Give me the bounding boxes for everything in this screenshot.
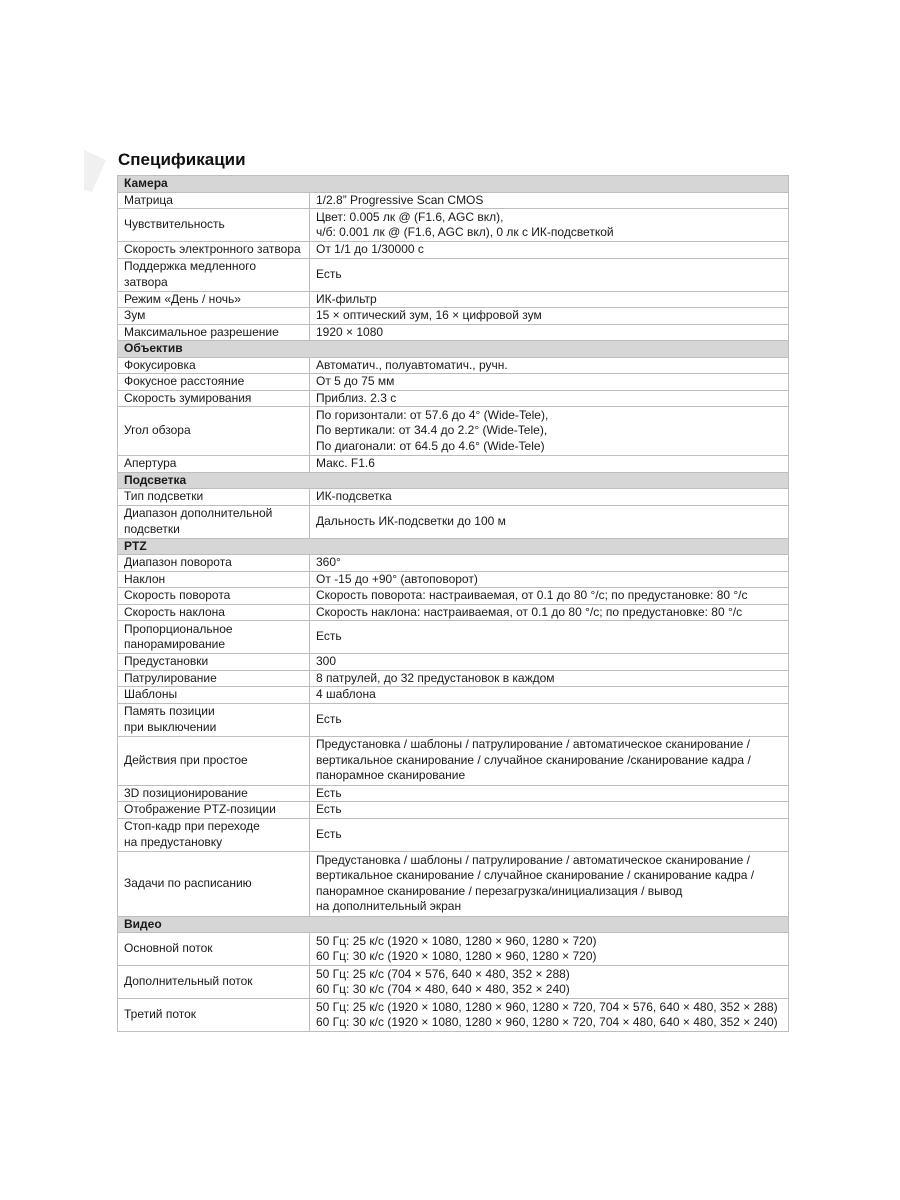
spec-label xyxy=(118,324,310,341)
spec-label-line: Отображение PTZ-позиции xyxy=(124,802,276,816)
spec-row xyxy=(118,456,789,473)
spec-value xyxy=(310,802,789,819)
spec-value xyxy=(310,818,789,851)
spec-label-line: Основной поток xyxy=(124,941,213,956)
spec-value-line: Есть xyxy=(316,711,342,726)
spec-row xyxy=(118,999,789,1032)
spec-value xyxy=(310,489,789,506)
spec-row xyxy=(118,555,789,572)
spec-row xyxy=(118,308,789,325)
spec-value-line: вертикальное сканирование / случайное сканирование / сканирование кадра / xyxy=(316,868,755,882)
section-title: Камера xyxy=(118,176,789,193)
spec-label-line: Угол обзора xyxy=(124,423,191,438)
spec-row xyxy=(118,802,789,819)
spec-label xyxy=(118,703,310,736)
spec-row xyxy=(118,604,789,621)
spec-row xyxy=(118,588,789,605)
spec-label xyxy=(118,588,310,605)
spec-value-line: 1/2.8” Progressive Scan CMOS xyxy=(316,192,484,207)
spec-value-line: Цвет: 0.005 лк @ (F1.6, AGC вкл), xyxy=(316,209,504,224)
spec-label-line: Скорость поворота xyxy=(124,588,231,602)
section-title: Объектив xyxy=(118,341,789,358)
spec-value xyxy=(310,966,789,999)
spec-label xyxy=(118,736,310,785)
spec-label-line: Чувствительность xyxy=(124,217,225,232)
page-title: Спецификации xyxy=(118,150,246,169)
spec-label-line: Память позиции xyxy=(124,704,215,718)
spec-row xyxy=(118,505,789,538)
spec-value-line: Есть xyxy=(316,266,342,281)
section-header xyxy=(118,176,789,193)
section-title: PTZ xyxy=(118,538,789,555)
spec-label xyxy=(118,374,310,391)
spec-label-line: Дополнительный поток xyxy=(124,974,253,989)
spec-value-line: ИК-фильтр xyxy=(316,291,377,306)
spec-value-line: Есть xyxy=(316,826,342,841)
spec-label-line: панорамирование xyxy=(124,637,226,651)
spec-label-line: Фокусное расстояние xyxy=(124,374,245,388)
spec-label-line: подсветки xyxy=(124,521,180,536)
spec-value-line: От 1/1 до 1/30000 с xyxy=(316,242,424,256)
spec-value xyxy=(310,933,789,966)
spec-value-line: панорамное сканирование xyxy=(316,768,466,783)
spec-row xyxy=(118,687,789,704)
spec-row xyxy=(118,209,789,242)
spec-label-line: Матрица xyxy=(124,192,173,207)
spec-label xyxy=(118,357,310,374)
spec-value xyxy=(310,242,789,259)
spec-label-line: Скорость электронного затвора xyxy=(124,242,301,256)
spec-label xyxy=(118,670,310,687)
spec-value-line: панорамное сканирование / перезагрузка/инициализация / вывод xyxy=(316,883,683,898)
spec-label xyxy=(118,687,310,704)
spec-label-line: на предустановку xyxy=(124,834,223,849)
spec-label xyxy=(118,209,310,242)
spec-label xyxy=(118,654,310,671)
spec-value xyxy=(310,604,789,621)
spec-label xyxy=(118,555,310,572)
spec-value-line: 360° xyxy=(316,555,341,569)
spec-label xyxy=(118,933,310,966)
spec-value xyxy=(310,258,789,291)
spec-label xyxy=(118,966,310,999)
spec-label xyxy=(118,785,310,802)
spec-value-line: 1920 × 1080 xyxy=(316,324,384,339)
spec-row xyxy=(118,489,789,506)
section-title: Видео xyxy=(118,916,789,933)
spec-value-line: Предустановка / шаблоны / патрулирование / автоматическое сканирование / xyxy=(316,852,750,867)
spec-value-line: По горизонтали: от 57.6 до 4° (Wide-Tele), xyxy=(316,407,549,422)
spec-label xyxy=(118,621,310,654)
spec-row xyxy=(118,670,789,687)
spec-value xyxy=(310,324,789,341)
spec-value-line: 300 xyxy=(316,654,337,668)
spec-label xyxy=(118,999,310,1032)
spec-label xyxy=(118,407,310,456)
spec-value-line: Есть xyxy=(316,802,342,816)
spec-value-line: 60 Гц: 30 к/с (1920 × 1080, 1280 × 960, 1280 × 720) xyxy=(316,949,597,963)
spec-label-line: Задачи по расписанию xyxy=(124,875,252,890)
spec-label-line: при выключении xyxy=(124,719,217,734)
spec-value xyxy=(310,621,789,654)
spec-value-line: 50 Гц: 25 к/с (1920 × 1080, 1280 × 960, 1280 × 720, 704 × 576, 640 × 480, 352 × 288) xyxy=(316,999,778,1014)
spec-label-line: Наклон xyxy=(124,571,166,586)
spec-value-line: Приблиз. 2.3 с xyxy=(316,390,397,405)
spec-label-line: Скорость наклона xyxy=(124,604,225,619)
spec-row xyxy=(118,324,789,341)
spec-value-line: 50 Гц: 25 к/с (1920 × 1080, 1280 × 960, 1280 × 720) xyxy=(316,933,597,948)
spec-value xyxy=(310,687,789,704)
spec-value xyxy=(310,374,789,391)
spec-row xyxy=(118,407,789,456)
spec-row xyxy=(118,736,789,785)
spec-row xyxy=(118,818,789,851)
spec-label-line: Апертура xyxy=(124,456,177,470)
spec-label xyxy=(118,258,310,291)
spec-value xyxy=(310,703,789,736)
spec-value-line: 50 Гц: 25 к/с (704 × 576, 640 × 480, 352 × 288) xyxy=(316,966,570,981)
spec-row xyxy=(118,851,789,916)
spec-label-line: Режим «День / ночь» xyxy=(124,291,241,306)
spec-value xyxy=(310,736,789,785)
spec-row xyxy=(118,242,789,259)
spec-value xyxy=(310,588,789,605)
spec-value-line: 15 × оптический зум, 16 × цифровой зум xyxy=(316,308,542,322)
spec-value-line: Скорость поворота: настраиваемая, от 0.1 до 80 °/с; по предустановке: 80 °/с xyxy=(316,588,748,602)
spec-value-line: Автоматич., полуавтоматич., ручн. xyxy=(316,357,508,372)
spec-value-line: 60 Гц: 30 к/с (1920 × 1080, 1280 × 960, 1280 × 720, 704 × 480, 640 × 480, 352 × 240) xyxy=(316,1015,778,1029)
spec-label xyxy=(118,192,310,209)
spec-value-line: Макс. F1.6 xyxy=(316,456,375,470)
spec-value xyxy=(310,291,789,308)
spec-label-line: Скорость зумирования xyxy=(124,390,252,405)
spec-label xyxy=(118,456,310,473)
spec-value-line: ИК-подсветка xyxy=(316,489,392,503)
spec-label-line: Тип подсветки xyxy=(124,489,204,503)
spec-label xyxy=(118,505,310,538)
spec-value xyxy=(310,357,789,374)
section-header xyxy=(118,916,789,933)
spec-label xyxy=(118,802,310,819)
section-header xyxy=(118,341,789,358)
spec-label-line: Максимальное разрешение xyxy=(124,324,279,339)
spec-row xyxy=(118,374,789,391)
spec-value xyxy=(310,555,789,572)
spec-row xyxy=(118,654,789,671)
spec-row xyxy=(118,357,789,374)
spec-value-line: на дополнительный экран xyxy=(316,899,462,913)
spec-label-line: Фокусировка xyxy=(124,357,196,372)
spec-row xyxy=(118,785,789,802)
spec-label-line: Стоп-кадр при переходе xyxy=(124,819,260,833)
spec-value-line: ч/б: 0.001 лк @ (F1.6, AGC вкл), 0 лк с ИК-подсветкой xyxy=(316,225,614,239)
spec-label-line: Диапазон поворота xyxy=(124,555,232,569)
spec-row xyxy=(118,192,789,209)
spec-label xyxy=(118,571,310,588)
spec-label xyxy=(118,308,310,325)
spec-value-line: От -15 до +90° (автоповорот) xyxy=(316,571,478,586)
spec-value xyxy=(310,654,789,671)
spec-value xyxy=(310,308,789,325)
spec-row xyxy=(118,291,789,308)
spec-label-line: Третий поток xyxy=(124,1007,197,1022)
spec-value xyxy=(310,390,789,407)
spec-label-line: Пропорциональное xyxy=(124,621,233,636)
spec-value xyxy=(310,192,789,209)
spec-value-line: Есть xyxy=(316,629,342,644)
spec-value-line: От 5 до 75 мм xyxy=(316,374,395,388)
spec-label-line: Предустановки xyxy=(124,654,209,668)
corner-decoration-icon xyxy=(84,150,106,192)
spec-value-line: Есть xyxy=(316,785,342,800)
section-header xyxy=(118,472,789,489)
spec-value xyxy=(310,209,789,242)
spec-value xyxy=(310,505,789,538)
spec-label xyxy=(118,604,310,621)
spec-value-line: По диагонали: от 64.5 до 4.6° (Wide-Tele) xyxy=(316,438,545,453)
spec-value-line: 60 Гц: 30 к/с (704 × 480, 640 × 480, 352 × 240) xyxy=(316,982,570,996)
spec-row xyxy=(118,933,789,966)
spec-label-line: Диапазон дополнительной xyxy=(124,506,273,520)
spec-label-line: Шаблоны xyxy=(124,687,178,701)
spec-label xyxy=(118,818,310,851)
spec-value xyxy=(310,785,789,802)
spec-label xyxy=(118,291,310,308)
spec-table xyxy=(117,175,789,1032)
spec-row xyxy=(118,258,789,291)
spec-row xyxy=(118,703,789,736)
spec-value xyxy=(310,999,789,1032)
spec-value-line: По вертикали: от 34.4 до 2.2° (Wide-Tele), xyxy=(316,423,548,438)
spec-label-line: Зум xyxy=(124,308,146,322)
section-title: Подсветка xyxy=(118,472,789,489)
spec-value-line: 4 шаблона xyxy=(316,687,376,701)
spec-value xyxy=(310,571,789,588)
spec-value-line: вертикальное сканирование / случайное сканирование /сканирование кадра / xyxy=(316,752,751,767)
spec-value-line: Предустановка / шаблоны / патрулирование / автоматическое сканирование / xyxy=(316,737,750,752)
spec-value xyxy=(310,851,789,916)
spec-label xyxy=(118,851,310,916)
spec-label-line: затвора xyxy=(124,274,168,289)
spec-label-line: 3D позиционирование xyxy=(124,785,248,800)
spec-value xyxy=(310,456,789,473)
spec-label xyxy=(118,489,310,506)
spec-value-line: Скорость наклона: настраиваемая, от 0.1 до 80 °/с; по предустановке: 80 °/с xyxy=(316,604,743,619)
spec-value xyxy=(310,407,789,456)
spec-value-line: Дальность ИК-подсветки до 100 м xyxy=(316,513,506,528)
spec-value xyxy=(310,670,789,687)
spec-row xyxy=(118,966,789,999)
section-header xyxy=(118,538,789,555)
spec-label-line: Патрулирование xyxy=(124,670,217,685)
spec-row xyxy=(118,621,789,654)
spec-label xyxy=(118,390,310,407)
spec-value-line: 8 патрулей, до 32 предустановок в каждом xyxy=(316,670,555,685)
spec-label xyxy=(118,242,310,259)
spec-label-line: Действия при простое xyxy=(124,752,248,767)
spec-row xyxy=(118,571,789,588)
spec-row xyxy=(118,390,789,407)
spec-label-line: Поддержка медленного xyxy=(124,259,256,273)
